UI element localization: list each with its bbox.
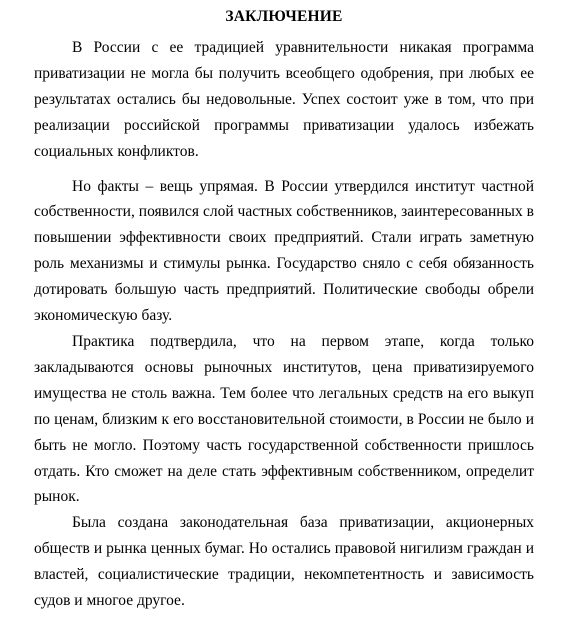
document-title: ЗАКЛЮЧЕНИЕ — [225, 8, 343, 25]
paragraph-3: Практика подтвердила, что на первом этапе, когда только закладываются основы рыночных институтов, цена приватизируемого имущества не столь важна. Тем более что легальных средств на его выкуп по ценам, близким к его восстановительной стоимости, в России не было и быть не могло. Поэтому часть государственной собственности пришлось отдать. Кто сможет на деле стать эффективным собственником, определит рынок. — [34, 332, 534, 506]
paragraph-4: Была создана законодательная база приватизации, акционерных обществ и рынка ценных бумаг. Но остались правовой нигилизм граждан и властей, социалистические традиции, некомпетентность и зависимость судов и многое другое. — [34, 514, 534, 610]
paragraph-2: Но факты – вещь упрямая. В России утвердился институт частной собственности, появился слой частных собственников, заинтересованных в повышении эффективности своих предприятий. Стали играть заметную роль механизмы и стимулы рынка. Государство сняло с себя обязанность дотировать большую часть предприятий. Политические свободы обрели экономическую базу. — [34, 177, 534, 325]
paragraph-1: В России с ее традицией уравнительности никакая программа приватизации не могла бы получить всеобщего одобрения, при любых ее результатах остались бы недовольные. Успех состоит уже в том, что при реализации российской программы приватизации удалось избежать социальных конфликтов. — [34, 39, 534, 160]
